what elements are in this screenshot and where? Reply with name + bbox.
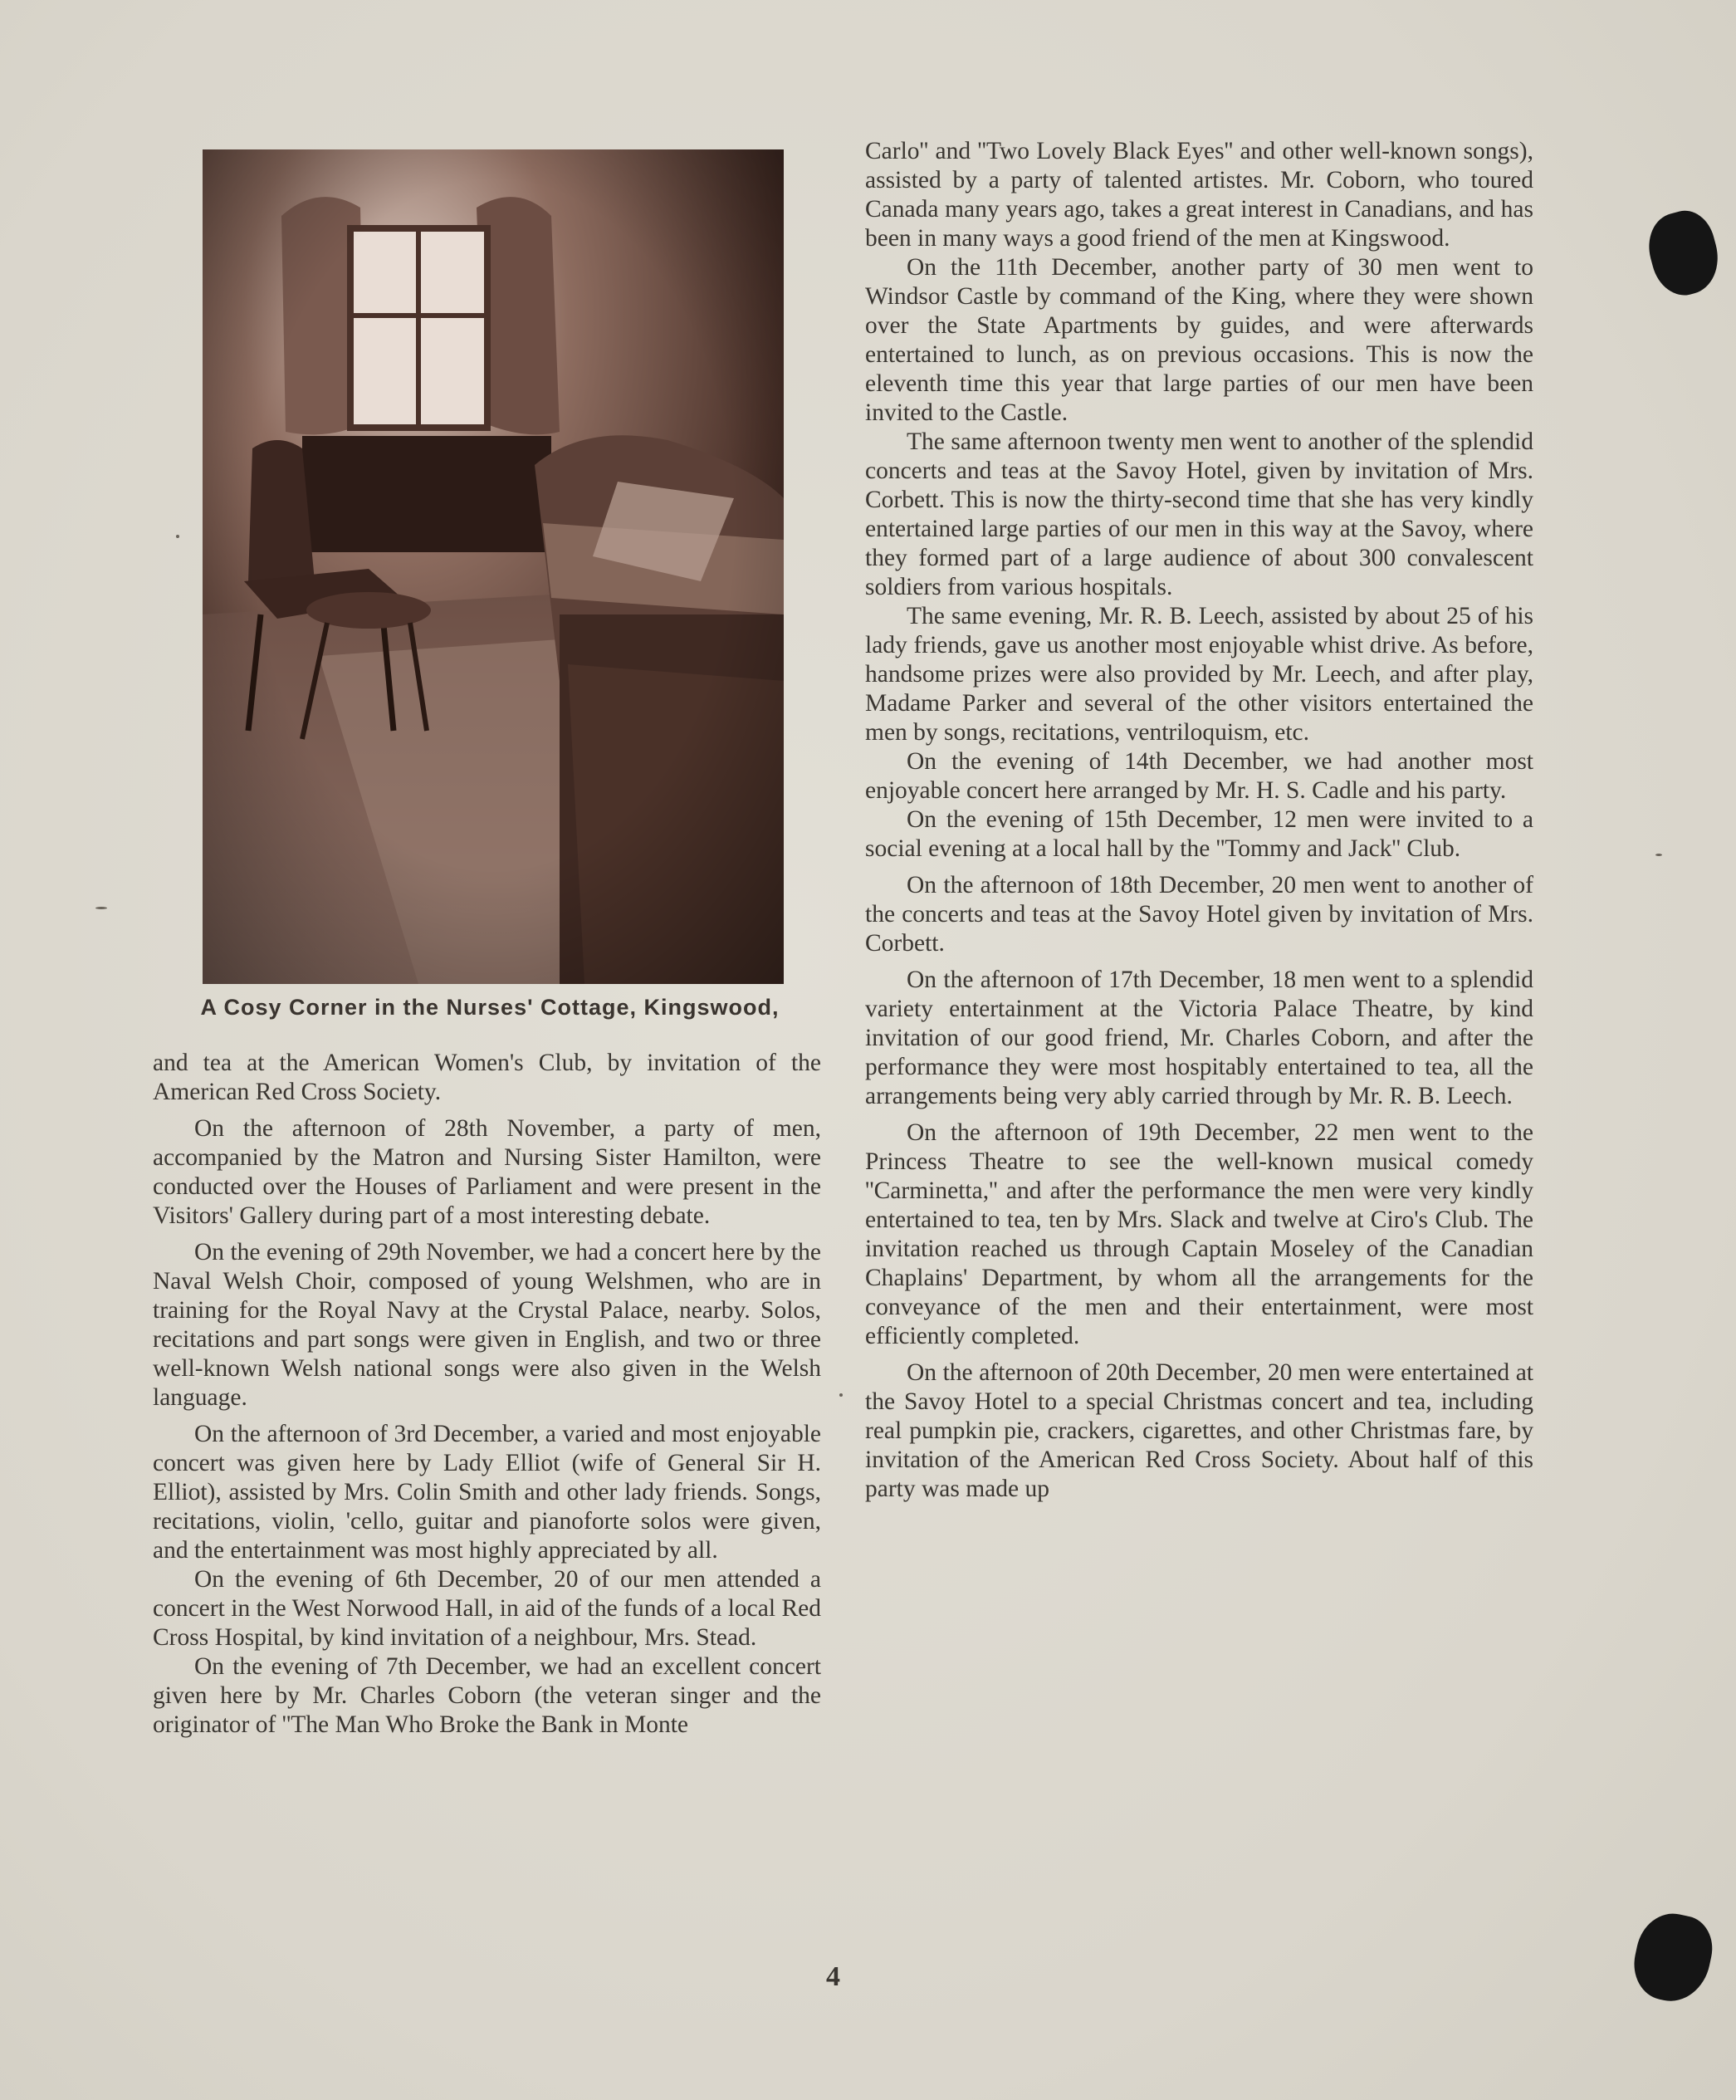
page-number: 4: [826, 1961, 840, 1992]
room-photo: [203, 149, 784, 984]
left-column: [153, 1049, 821, 1740]
paper-speck: [176, 535, 179, 538]
paragraph: On the evening of 15th December, 12 men were invited to a social evening at a local hall by the ''Tommy and Jack'' Club.: [865, 806, 1533, 862]
binder-hole-top: [1641, 204, 1726, 301]
paragraph: The same afternoon twenty men went to another of the splendid concerts and teas at the Savoy Hotel, given by invitation of Mrs. Corbett. This is now the thirty-second time that she has very kindly entertained large parties of our men in this way at the Savoy, where they formed part of a large audience of about 300 convalescent soldiers from various hospitals.: [865, 428, 1533, 600]
paragraph: On the evening of 29th November, we had a concert here by the Naval Welsh Choir, composed of young Welshmen, who are in training for the Royal Navy at the Crystal Palace, nearby. Solos, recitations and part songs were given in English, and two or three well-known Welsh national songs were also given in the Welsh language.: [153, 1239, 821, 1411]
paragraph: The same evening, Mr. R. B. Leech, assisted by about 25 of his lady friends, gave us another most enjoyable whist drive. As before, handsome prizes were also provided by Mr. Leech, and after play, Madame Parker and several of the other visitors entertained the men by songs, recitations, ventriloquism, etc.: [865, 603, 1533, 746]
paragraph: On the evening of 14th December, we had another most enjoyable concert here arranged by Mr. H. S. Cadle and his party.: [865, 748, 1533, 804]
paragraph: On the evening of 7th December, we had an excellent concert given here by Mr. Charles Coborn (the veteran singer and the originator of ''The Man Who Broke the Bank in Monte: [153, 1653, 821, 1738]
photo-frame: [203, 149, 784, 984]
paragraph: On the 11th December, another party of 30 men went to Windsor Castle by command of the King, where they were shown over the State Apartments by guides, and were afterwards entertained to lunch, as on previous occasions. This is now the eleventh time this year that large parties of our men have been invited to the Castle.: [865, 254, 1533, 426]
photo-caption: A Cosy Corner in the Nurses' Cottage, Kingswood,: [200, 995, 780, 1020]
paragraph: On the afternoon of 19th December, 22 men went to the Princess Theatre to see the well-known musical comedy ''Carminetta,'' and after the performance the men were very kindly entertained to tea, ten by Mrs. Slack and twelve at Ciro's Club. The invitation reached us through Captain Moseley of the Canadian Chaplains' Department, by whom all the arrangements for the conveyance of the men and their entertainment, were most efficiently completed.: [865, 1119, 1533, 1349]
paper-speck: [95, 907, 107, 909]
binder-hole-bottom: [1627, 1907, 1719, 2008]
paragraph: On the afternoon of 18th December, 20 men went to another of the concerts and teas at the Savoy Hotel given by invitation of Mrs. Corbett.: [865, 872, 1533, 957]
right-column: [865, 137, 1533, 1504]
paragraph: On the evening of 6th December, 20 of our men attended a concert in the West Norwood Hall, in aid of the funds of a local Red Cross Hospital, by kind invitation of a neighbour, Mrs. Stead.: [153, 1566, 821, 1651]
paragraph: On the afternoon of 28th November, a party of men, accompanied by the Matron and Nursing Sister Hamilton, were conducted over the Houses of Parliament and were present in the Visitors' Gallery during part of a most interesting debate.: [153, 1115, 821, 1229]
paragraph: Carlo'' and ''Two Lovely Black Eyes'' and other well-known songs), assisted by a party of talented artistes. Mr. Coborn, who toured Canada many years ago, takes a great interest in Canadians, and has been in many ways a good friend of the men at Kingswood.: [865, 138, 1533, 252]
paper-speck: [1655, 854, 1662, 856]
paragraph: On the afternoon of 3rd December, a varied and most enjoyable concert was given here by Lady Elliot (wife of General Sir H. Elliot), assisted by Mrs. Colin Smith and other lady friends. Songs, recitations, violin, 'cello, guitar and pianoforte solos were given, and the entertainment was most highly appreciated by all.: [153, 1421, 821, 1564]
paper-speck: [839, 1393, 843, 1397]
paragraph: On the afternoon of 20th December, 20 men were entertained at the Savoy Hotel to a special Christmas concert and tea, including real pumpkin pie, crackers, cigarettes, and other Christmas fare, by invitation of the American Red Cross Society. About half of this party was made up: [865, 1359, 1533, 1502]
paragraph: and tea at the American Women's Club, by invitation of the American Red Cross Society.: [153, 1050, 821, 1105]
paragraph: On the afternoon of 17th December, 18 men went to a splendid variety entertainment at the Victoria Palace Theatre, by kind invitation of our good friend, Mr. Charles Coborn, and after the performance they were most hospitably entertained to tea, all the arrangements being very ably carried through by Mr. R. B. Leech.: [865, 967, 1533, 1109]
